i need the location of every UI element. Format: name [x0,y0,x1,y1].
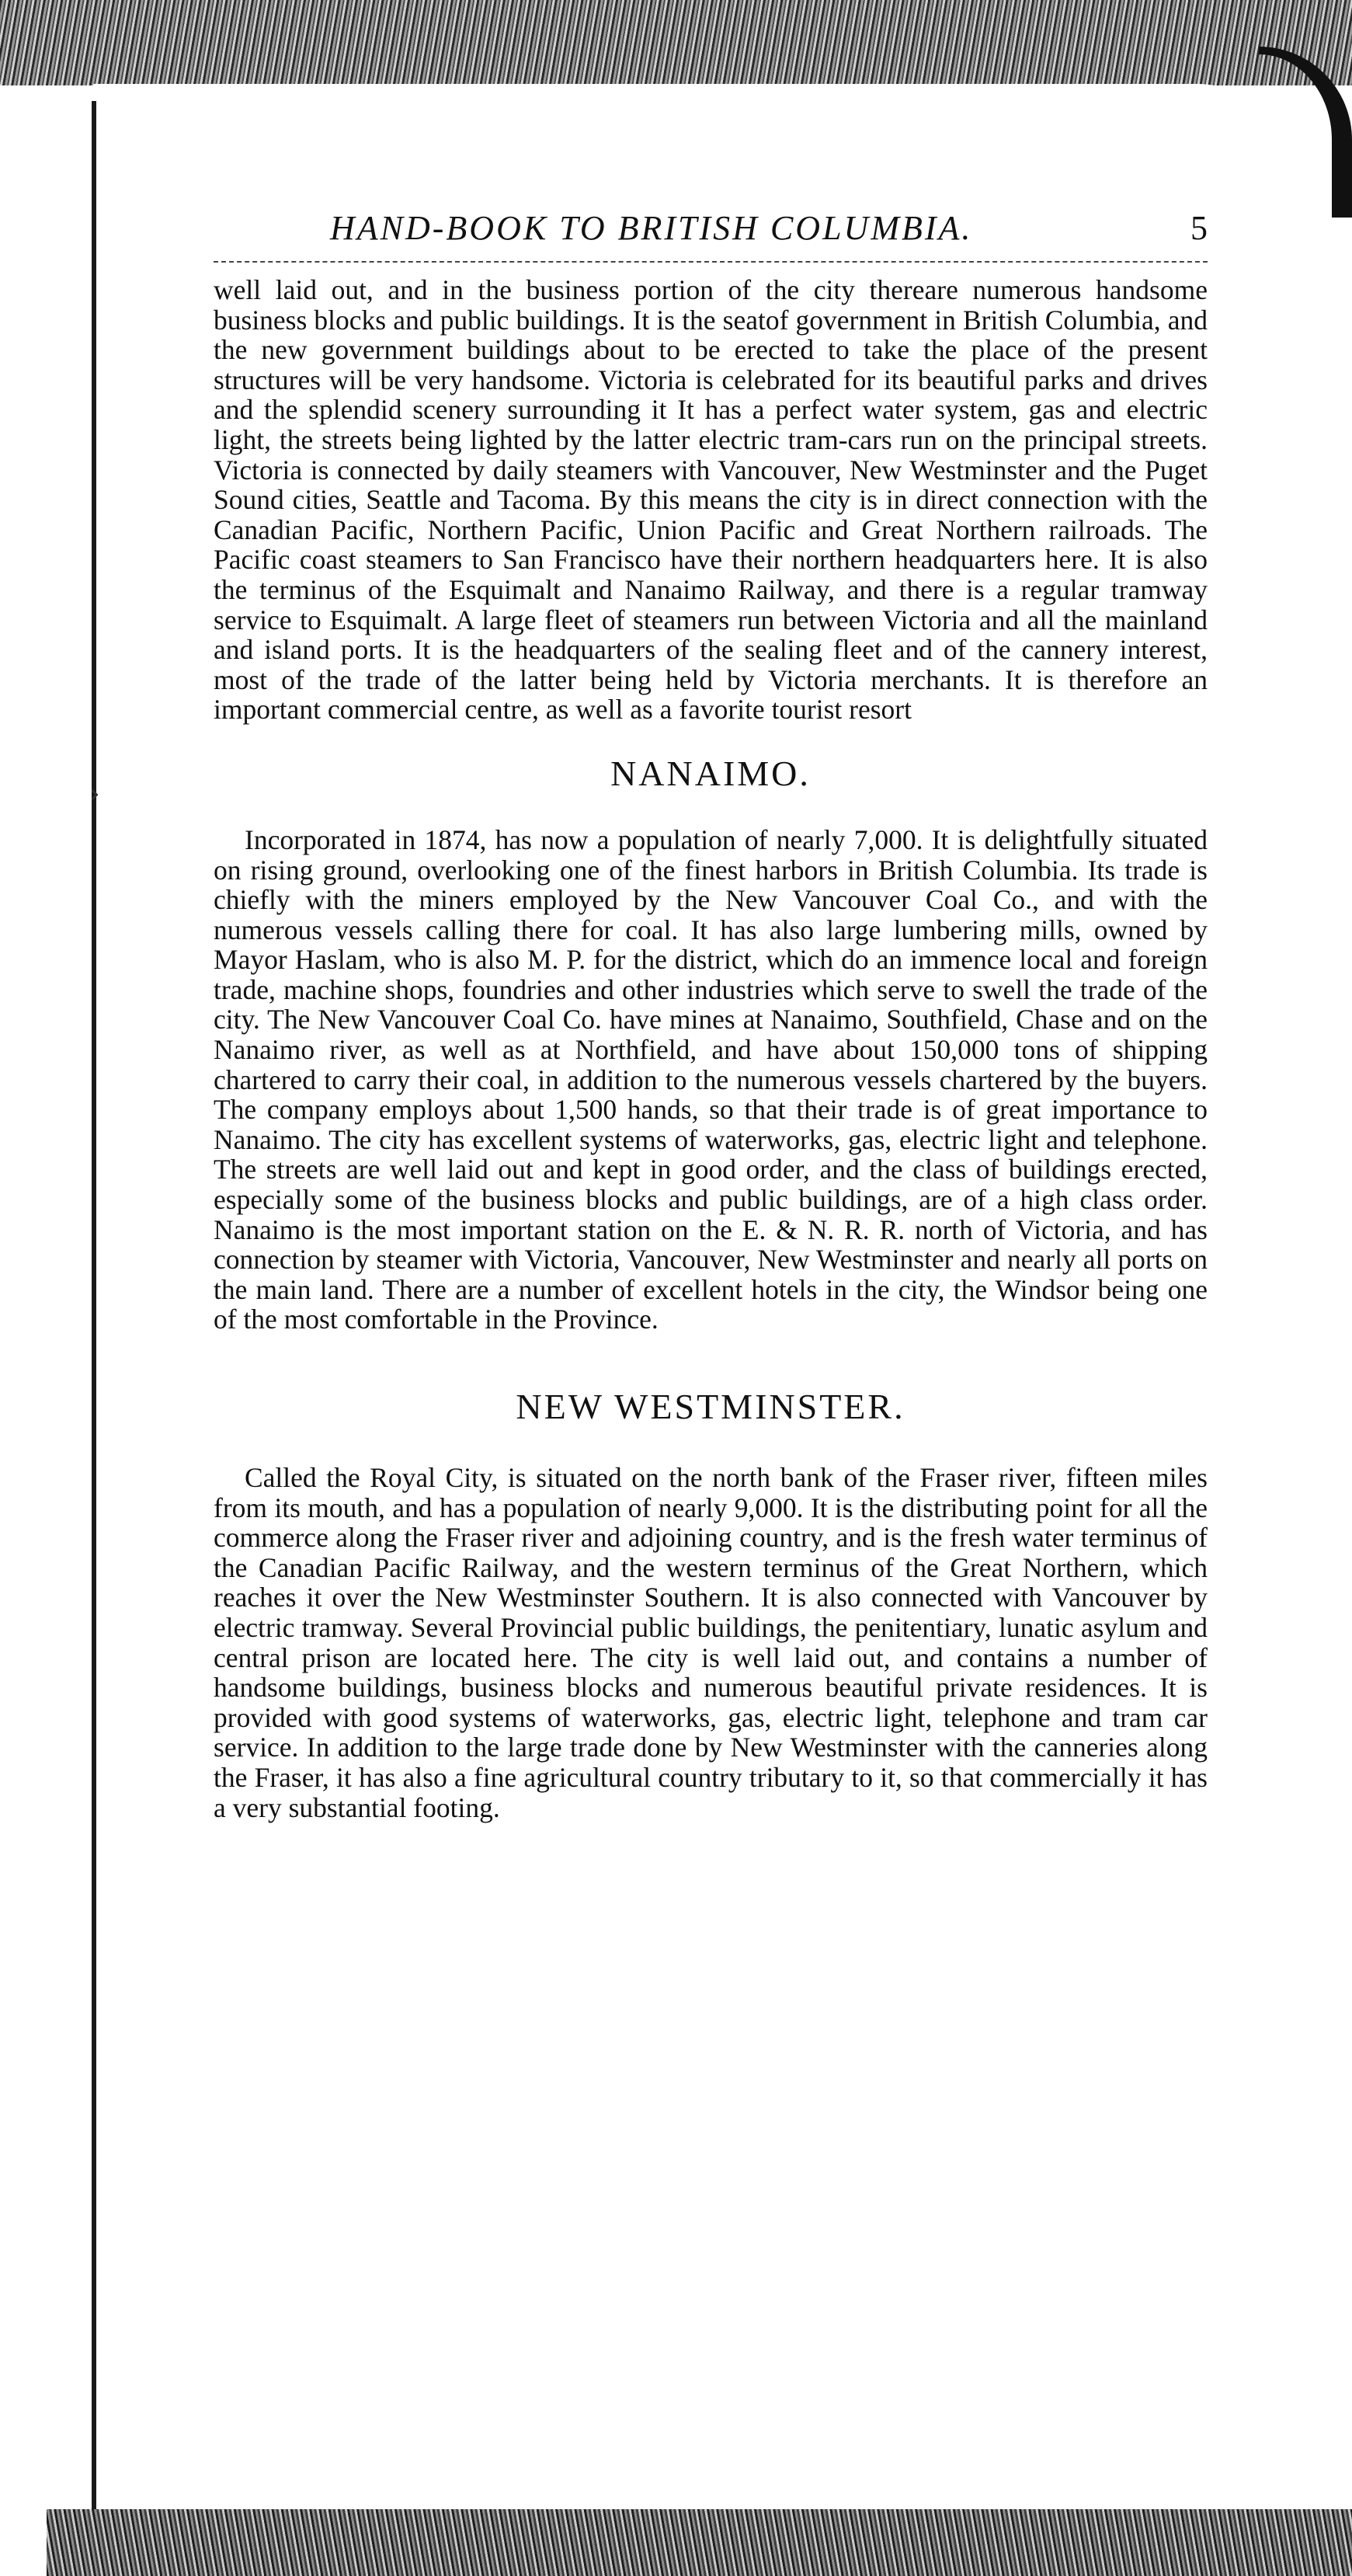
header-rule [214,261,1208,263]
margin-mark-icon: › [89,778,100,809]
scan-border-top [0,0,1352,85]
section-heading-new-westminster: NEW WESTMINSTER. [516,1387,905,1426]
nanaimo-paragraph: Incorporated in 1874, has now a population of nearly 7,000. It is delightfully situated on rising ground, overlooking one of the finest harbors in British Columbia. Its trade is chiefly with the miners employed by the New Vancouver Coal Co., and with the numerous vessels calling there for coal. It has also large lumbering mills, owned by Mayor Haslam, who is also M. P. for the district, which do an immence local and foreign trade, machine shops, foundries and other industries which serve to swell the trade of the city. The New Vancouver Coal Co. have mines at Nanaimo, Southfield, Chase and on the Nanaimo river, as well as at Northfield, and have about 150,000 tons of shipping chartered to carry their coal, in addition to the numerous vessels chartered by the buyers. The company employs about 1,500 hands, so that their trade is of great importance to Nanaimo. The city has excellent systems of waterworks, gas, electric light and telephone. The streets are well laid out and kept in good order, and the class of buildings erected, especially some of the business blocks and public buildings, are of a high class order. Nanaimo is the most important station on the E. & N. R. R. north of Victoria, and has connection by steamer with Victoria, Vancouver, New Westminster and nearly all ports on the main land. There are a number of excellent hotels in the city, the Windsor being one of the most comfortable in the Province. [214,823,1208,1335]
page-body [214,275,1208,1822]
scan-border-bottom [47,2509,1352,2576]
page-header [214,208,1208,255]
section-heading-nanaimo: NANAIMO. [610,753,811,793]
page-number: 5 [1190,209,1208,247]
victoria-continued-paragraph: well laid out, and in the business portion of the city thereare numerous handsome business blocks and public buildings. It is the seatof government in British Columbia, and the new government buildings about to be erected to take the place of the present structures will be very handsome. Victoria is celebrated for its beautiful parks and drives and the splendid scenery surrounding it It has a perfect water system, gas and electric light, the streets being lighted by the latter electric tram-cars run on the principal streets. Victoria is connected by daily steamers with Vancouver, New Westminster and the Puget Sound cities, Seattle and Tacoma. By this means the city is in direct connection with the Canadian Pacific, Northern Pacific, Union Pacific and Great Northern railroads. The Pacific coast steamers to San Francisco have their northern headquarters here. It is also the terminus of the Esquimalt and Nanaimo Railway, and there is a regular tramway service to Esquimalt. A large fleet of steamers run between Victoria and all the mainland and island ports. It is the headquarters of the sealing fleet and of the cannery interest, most of the trade of the latter being held by Victoria merchants. It is therefore an important commercial centre, as well as a favorite tourist resort [214,274,1208,726]
new-westminster-paragraph: Called the Royal City, is situated on the north bank of the Fraser river, fifteen miles from its mouth, and has a population of nearly 9,000. It is the distributing point for all the commerce along the Fraser river and adjoining country, and is the fresh water terminus of the Canadian Pacific Railway, and the western terminus of the Great Northern, which reaches it over the New Westminster Southern. It is also connected with Vancouver by electric tramway. Several Provincial public buildings, the penitentiary, lunatic asylum and central prison are located here. The city is well laid out, and contains a number of handsome buildings, business blocks and numerous beautiful private residences. It is provided with good systems of waterworks, gas, electric light, telephone and tram car service. In addition to the large trade done by New Westminster with the canneries along the Fraser, it has also a fine agricultural country tributary to it, so that commercially it has a very substantial footing. [214,1462,1208,1823]
binding-edge [92,101,96,2517]
running-head: HAND-BOOK TO BRITISH COLUMBIA. [330,209,973,247]
